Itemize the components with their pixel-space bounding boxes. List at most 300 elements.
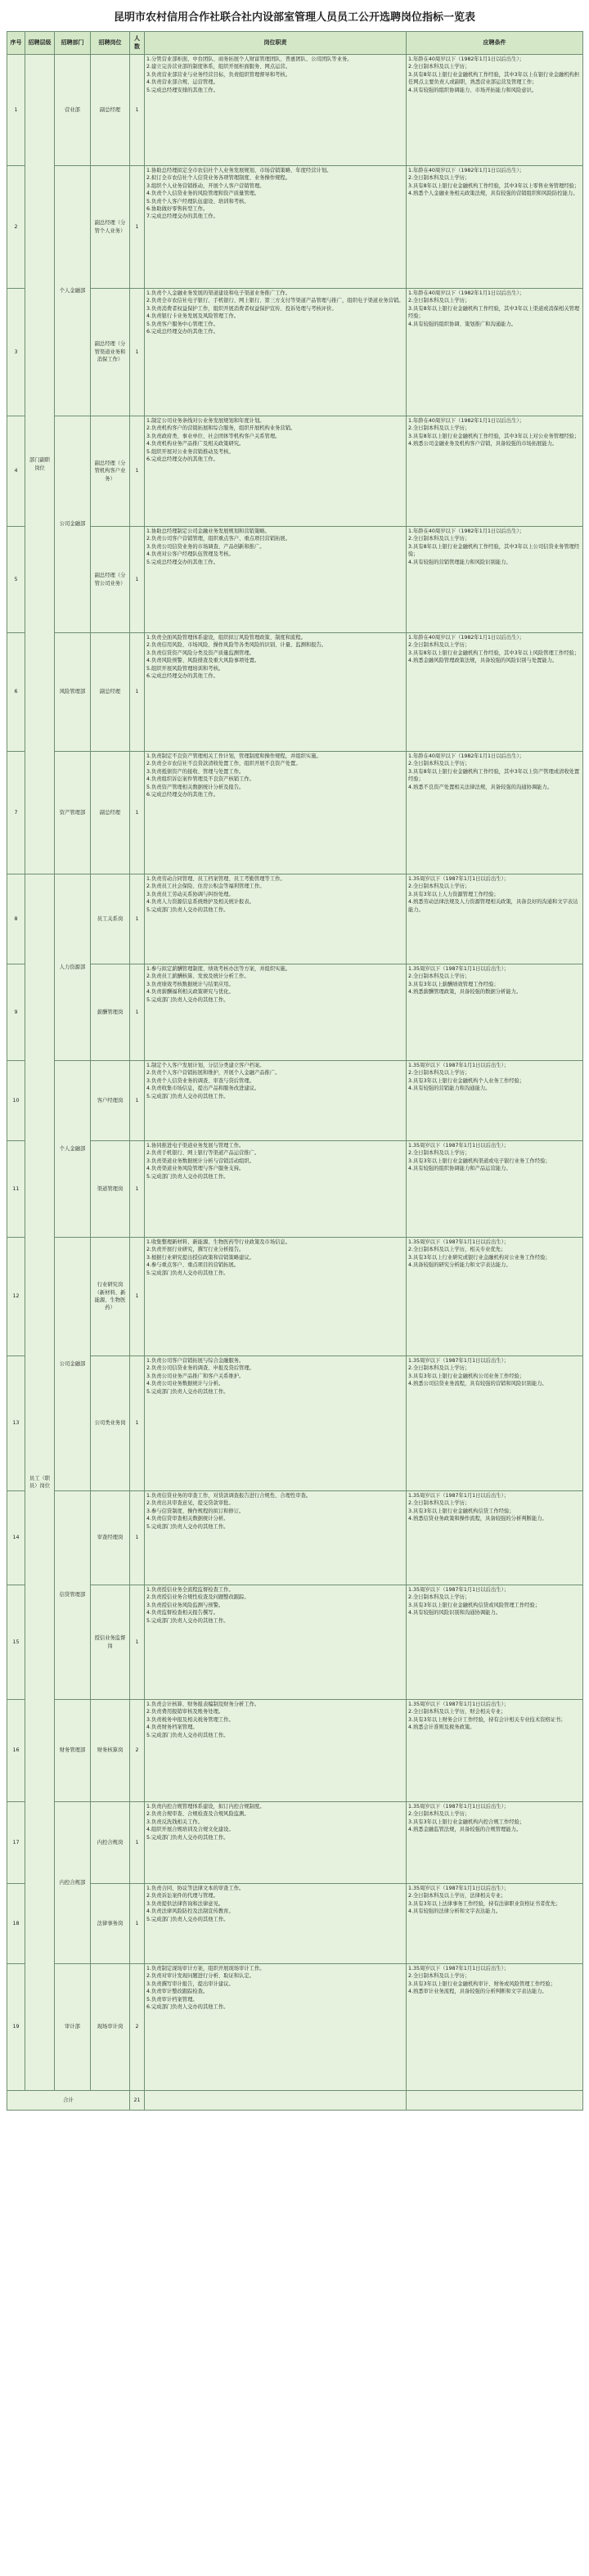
header-cell: 招聘岗位 <box>91 32 130 55</box>
duty-cell <box>145 1356 407 1491</box>
duty-line: 3.组织个人业务营销推动，开展个人客户营销管理。 <box>146 182 265 189</box>
requirement-line: 1.年龄在40周岁以下（1982年1月1日以后出生）； <box>408 290 524 296</box>
duty-line: 4.负责薪酬福利相关政策研究与优化。 <box>146 989 234 996</box>
requirement-line: 2.全日制本科及以上学历； <box>408 1811 470 1818</box>
post-cell: 副总经理（分管机构客户业务） <box>91 416 130 527</box>
requirement-line: 4.熟悉金融监管法规，具备较强的合规管理能力。 <box>408 1827 522 1833</box>
duty-line: 5.完成部门负责人交办的其他工作。 <box>146 1270 229 1276</box>
requirement-cell <box>407 1356 583 1491</box>
page-title: 昆明市农村信用合作社联合社内设部室管理人员员工公开选聘岗位指标一览表 <box>113 11 475 24</box>
post-cell: 副总经理 <box>91 55 130 166</box>
table-row <box>7 527 583 633</box>
table-row <box>7 1964 583 2091</box>
duty-line: 3.负责公司业务产品推广和客户关系维护。 <box>146 1373 245 1379</box>
duty-line: 2.负责信用风险、市场风险、操作风险等各类风险的识别、计量、监测和报告。 <box>146 642 327 649</box>
requirement-line: 1.年龄在40周岁以下（1982年1月1日以后出生）； <box>408 56 524 62</box>
duty-line: 5.完成部门负责人交办的其他工作。 <box>146 1523 229 1530</box>
table-row <box>7 1356 583 1491</box>
requirement-cell <box>407 1061 583 1141</box>
duty-line: 3.负责抵债资产的接收、管理与处置工作。 <box>146 768 245 775</box>
duty-line: 5.完成部门负责人交办的其他工作。 <box>146 1173 229 1180</box>
requirement-line: 3.具有3年以上薪酬绩效管理工作经验； <box>408 981 499 987</box>
requirement-line: 2.全日制本科及以上学历； <box>408 761 470 767</box>
requirement-line: 2.全日制本科及以上学历； <box>408 1365 470 1372</box>
duty-line: 1.参与拟定薪酬管理制度、绩效考核办法等方案，并组织实施。 <box>146 966 291 972</box>
duty-line: 2.负责费用报销审核及账务处理。 <box>146 1709 224 1715</box>
requirement-line: 3.具有3年以上银行业金融机构信贷工作经验； <box>408 1508 515 1514</box>
row-number: 11 <box>7 1141 25 1238</box>
duty-line: 1.协助总经理制定公司金融业务发展规划和营销策略。 <box>146 528 270 534</box>
duty-line: 1.负责公司客户营销拓展与综合金融服务。 <box>146 1358 245 1364</box>
post-cell: 授信业务监督岗 <box>91 1585 130 1700</box>
requirement-line: 2.全日制本科及以上学历； <box>408 1594 470 1601</box>
requirement-line: 3.具有3年以上银行业金融机构审计、财务或风险管理工作经验； <box>408 1980 556 1987</box>
table-row <box>7 416 583 527</box>
requirement-line: 2.全日制本科及以上学历，财会相关专业； <box>408 1709 506 1715</box>
requirement-cell <box>407 527 583 633</box>
duty-line: 5.完成部门负责人交办的其他工作。 <box>146 996 229 1003</box>
requirement-line: 4.熟悉劳动法律法规及人力资源管理相关政策，具备良好的沟通和文字表达能力。 <box>408 899 578 913</box>
duty-line: 5.负责客户服务中心管理工作。 <box>146 321 218 327</box>
count-cell: 1 <box>130 1802 145 1884</box>
requirement-line: 3.具有3年以上银行业金融机构个人业务工作经验； <box>408 1077 525 1084</box>
duty-line: 4.负责银行卡业务发展及风险管理工作。 <box>146 313 240 320</box>
duty-line: 4.负责审计整改跟踪检查。 <box>146 1989 209 1995</box>
requirement-line: 1.35周岁以下（1987年1月1日以后出生）； <box>408 1239 510 1245</box>
dept-cell: 风险管理部 <box>55 633 91 752</box>
header-cell: 招聘层级 <box>25 32 55 55</box>
duty-line: 5.完成总经理交办的其他工作。 <box>146 559 218 565</box>
count-cell: 1 <box>130 289 145 416</box>
duty-line: 7.完成总经理交办的其他工作。 <box>146 214 218 220</box>
count-cell: 1 <box>130 527 145 633</box>
requirement-line: 4.熟悉不良资产处置相关法律法规，具备较强的沟通协调能力。 <box>408 784 553 790</box>
duty-line: 6.完成总经理交办的其他工作。 <box>146 673 218 680</box>
total-row <box>7 2091 583 2111</box>
requirement-cell <box>407 166 583 289</box>
header-cell: 序号 <box>7 32 25 55</box>
requirement-line: 2.全日制本科及以上学历； <box>408 298 470 304</box>
duty-line: 2.负责全市农信社电子银行、手机银行、网上银行、第三方支付等渠道产品管理与推广，组织电子渠道业务营销。 <box>146 298 404 304</box>
requirement-cell <box>407 1491 583 1585</box>
dept-cell: 公司金融部 <box>55 1238 91 1491</box>
duty-line: 2.负责合规审查、合规检查及合规风险监测。 <box>146 1811 250 1818</box>
requirement-line: 4.熟悉金融风险管理政策法规，具备较强的风险识别与处置能力。 <box>408 658 558 664</box>
duty-line: 1.负责制定现场审计方案，组织开展现场审计工作。 <box>146 1966 265 1971</box>
duty-line: 2.负责员工薪酬核算、发放及统计分析工作。 <box>146 973 250 980</box>
duty-line: 4.负责法律风险防控及法制宣传教育。 <box>146 1908 234 1915</box>
requirement-cell <box>407 1964 583 2091</box>
post-cell: 副总经理 <box>91 752 130 874</box>
row-number: 17 <box>7 1802 25 1884</box>
requirement-line: 2.全日制本科及以上学历； <box>408 642 470 649</box>
row-number: 1 <box>7 55 25 166</box>
table-row <box>7 633 583 752</box>
duty-line: 3.负责渠道业务数据统计分析与营销活动组织。 <box>146 1158 254 1164</box>
table-row <box>7 1491 583 1585</box>
duty-line: 5.完成部门负责人交办的其他工作。 <box>146 1093 229 1099</box>
duty-cell <box>145 1964 407 2091</box>
duty-line: 1.收集整理新材料、新能源、生物医药等行业政策及市场信息。 <box>146 1239 291 1245</box>
duty-line: 3.负责绩效考核数据统计与结果应用。 <box>146 981 234 987</box>
requirement-line: 2.全日制本科及以上学历； <box>408 175 470 182</box>
requirement-line: 4.具有较强的组织协调能力、市场开拓能力和风险意识。 <box>408 87 537 93</box>
duty-line: 4.负责营业部合规、运营管理。 <box>146 79 218 86</box>
duty-cell <box>145 874 407 964</box>
requirement-line: 4.熟悉薪酬管理政策，具备较强的数据分析能力。 <box>408 989 522 996</box>
duty-cell <box>145 1491 407 1585</box>
requirement-line: 2.全日制本科及以上学历； <box>408 64 470 70</box>
dept-cell: 个人金融部 <box>55 1061 91 1238</box>
requirement-line: 3.具有3年以上银行业金融机构内控合规工作经验； <box>408 1818 525 1825</box>
duty-line: 4.负责对公客户经理队伍管理及考核。 <box>146 551 234 558</box>
post-cell: 财务核算岗 <box>91 1700 130 1802</box>
dept-cell: 人力资源部 <box>55 874 91 1061</box>
requirement-cell <box>407 1700 583 1802</box>
duty-line: 4.组织开展合规培训及合规文化建设。 <box>146 1827 234 1833</box>
duty-line: 4.负责个人信贷业务的风险管理和资产质量管理。 <box>146 191 260 197</box>
count-cell: 1 <box>130 1061 145 1141</box>
row-number: 2 <box>7 166 25 289</box>
requirement-line: 4.熟悉信贷业务政策和操作流程，具备较强的分析判断能力。 <box>408 1516 547 1522</box>
duty-cell <box>145 1802 407 1884</box>
duty-line: 1.协助总经理拟定全市农信社个人业务发展规划、市场营销策略、年度经营计划。 <box>146 168 332 173</box>
duty-line: 5.负责审计档案管理。 <box>146 1996 198 2003</box>
duty-line: 1.协同推进电子渠道业务发展与管理工作。 <box>146 1143 245 1149</box>
post-cell: 现场审计岗 <box>91 1964 130 2091</box>
requirement-line: 1.35周岁以下（1987年1月1日以后出生）； <box>408 966 510 972</box>
requirement-line: 3.具有8年以上银行业金融机构工作经验，其中3年以上资产管理或清收处置经验； <box>408 768 580 783</box>
duty-line: 4.负责公司业务数据统计与分析。 <box>146 1381 224 1387</box>
duty-cell <box>145 964 407 1061</box>
post-cell: 副总经理 <box>91 633 130 752</box>
requirement-line: 3.具有3年以上银行业金融机构公司业务工作经验； <box>408 1373 525 1379</box>
header-cell: 应聘条件 <box>407 32 583 55</box>
requirement-line: 4.熟悉审计业务流程，具备较强的分析判断和文字表达能力。 <box>408 1989 547 1995</box>
duty-line: 3.负责个人信贷业务的调查、审查与贷后管理。 <box>146 1077 254 1084</box>
row-number: 16 <box>7 1700 25 1802</box>
duty-line: 4.负责组织诉讼案件管理及不良资产核销工作。 <box>146 776 254 783</box>
requirement-cell <box>407 1884 583 1964</box>
count-cell: 1 <box>130 874 145 964</box>
requirement-line: 4.熟悉公司信贷业务流程，具有较强的营销和风险识别能力。 <box>408 1381 547 1387</box>
duty-line: 2.建立完善营业部的制度体系，组织开展柜面服务、网点运营。 <box>146 64 291 70</box>
count-cell: 1 <box>130 752 145 874</box>
duty-cell <box>145 633 407 752</box>
duty-line: 4.负责渠道业务风险管理与客户服务支持。 <box>146 1166 245 1172</box>
duty-line: 5.完成部门负责人交办的其他工作。 <box>146 1388 229 1395</box>
requirement-line: 3.具有8年以上银行业金融机构工作经验，其中3年以上零售业务管理经验； <box>408 182 580 189</box>
requirement-line: 1.35周岁以下（1987年1月1日以后出生）； <box>408 876 510 882</box>
duty-line: 2.负责个人客户营销拓展和维护，开展个人金融产品推广。 <box>146 1070 281 1077</box>
duty-line: 3.负责授信业务风险监测与预警。 <box>146 1602 224 1608</box>
duty-line: 1.负责制定不良资产管理相关工作计划，管理制度和操作规程，并组织实施。 <box>146 753 321 759</box>
requirement-line: 1.年龄在40周岁以下（1982年1月1日以后出生）； <box>408 635 524 641</box>
row-number: 19 <box>7 1964 25 2091</box>
table-row <box>7 55 583 166</box>
requirement-cell <box>407 289 583 416</box>
row-number: 10 <box>7 1061 25 1141</box>
requirement-line: 3.具有8年以上银行业金融机构工作经验，其中3年以上风险管理工作经验； <box>408 650 580 656</box>
duty-line: 3.根据行业研究提出授信政策和营销策略建议。 <box>146 1254 254 1261</box>
count-cell: 1 <box>130 964 145 1061</box>
post-cell: 副总经理（分管个人业务） <box>91 166 130 289</box>
duty-cell <box>145 166 407 289</box>
row-number: 12 <box>7 1238 25 1356</box>
duty-line: 1.制定公司业务条线对公业务发展规划和年度计划。 <box>146 418 265 424</box>
level-cell-managers: 部门副职岗位 <box>25 55 55 874</box>
duty-line: 5.组织开展对公业务营销推动及考核。 <box>146 448 234 455</box>
duty-line: 1.负责内控合规管理体系建设，拟订内控合规制度。 <box>146 1804 265 1809</box>
requirement-cell <box>407 874 583 964</box>
total-count: 21 <box>130 2091 145 2111</box>
duty-line: 2.负责授信业务合规性检查及问题整改跟踪。 <box>146 1594 250 1601</box>
duty-line: 3.负责提供法律咨询和法律意见。 <box>146 1900 224 1907</box>
dept-cell: 财务管理部 <box>55 1700 91 1802</box>
requirement-line: 1.35周岁以下（1987年1月1日以后出生）； <box>408 1702 510 1707</box>
table-row <box>7 1141 583 1238</box>
requirement-cell <box>407 55 583 166</box>
level-cell-staff: 员工（职员）岗位 <box>25 874 55 2091</box>
count-cell: 1 <box>130 1491 145 1585</box>
duty-line: 4.负责机构业务产品推广及相关政策研究。 <box>146 441 245 447</box>
duty-line: 4.负责收集市场信息，提出产品和服务改进建议。 <box>146 1086 260 1092</box>
duty-line: 3.负责反洗钱相关工作。 <box>146 1818 203 1825</box>
post-cell: 副总经理（分管公司业务） <box>91 527 130 633</box>
duty-cell <box>145 1238 407 1356</box>
duty-cell <box>145 416 407 527</box>
requirement-line: 2.全日制本科及以上学历； <box>408 1150 470 1157</box>
requirement-line: 1.35周岁以下（1987年1月1日以后出生）； <box>408 1143 510 1149</box>
requirement-line: 1.年龄在40周岁以下（1982年1月1日以后出生）； <box>408 168 524 173</box>
table-row <box>7 1238 583 1356</box>
dept-cell: 审计部 <box>55 1964 91 2091</box>
duty-line: 3.负责消费者权益保护工作，组织开展消费者权益保护宣传、投诉处理与考核评价。 <box>146 305 337 312</box>
requirement-line: 4.具有较强的营销管理能力和风险识别能力。 <box>408 559 511 565</box>
requirement-line: 1.35周岁以下（1987年1月1日以后出生）； <box>408 1886 510 1891</box>
requirement-cell <box>407 1585 583 1700</box>
requirement-cell <box>407 416 583 527</box>
table-row <box>7 166 583 289</box>
duty-line: 2.负责机构客户的营销拓展和综合服务，组织开展机构业务营销。 <box>146 425 296 432</box>
duty-line: 1.负责会计核算、财务报表编制及财务分析工作。 <box>146 1702 260 1707</box>
duty-line: 4.参与重点客户、重点项目的营销拓展。 <box>146 1262 240 1269</box>
duty-line: 6.协助做好零售转型工作。 <box>146 206 209 213</box>
duty-line: 5.完成部门负责人交办的其他工作。 <box>146 1916 229 1922</box>
duty-line: 5.完成部门负责人交办的其他工作。 <box>146 1834 229 1841</box>
table-row <box>7 1802 583 1884</box>
duty-cell <box>145 1585 407 1700</box>
count-cell: 1 <box>130 416 145 527</box>
duty-line: 2.负责公司客户营销管理，组织重点客户、重点项目营销拓展。 <box>146 536 291 542</box>
requirement-line: 3.具有3年以上法律事务工作经验，持有法律职业资格证书者优先； <box>408 1900 561 1907</box>
row-number: 4 <box>7 416 25 527</box>
total-empty <box>407 2091 583 2111</box>
requirement-line: 3.具有3年以上财务会计工作经验，持有会计相关专业技术资格证书； <box>408 1716 566 1723</box>
count-cell: 2 <box>130 1700 145 1802</box>
header-cell: 人数 <box>130 32 145 55</box>
row-number: 14 <box>7 1491 25 1585</box>
requirement-line: 3.具有8年以上银行业金融机构工作经验，其中3年以上对公业务管理经验； <box>408 433 580 439</box>
requirement-line: 1.35周岁以下（1987年1月1日以后出生）； <box>408 1358 510 1364</box>
duty-line: 3.负责信贷资产风险分类及资产质量监测管理。 <box>146 650 254 656</box>
duty-line: 2.负责手机银行、网上银行等渠道产品运营推广。 <box>146 1150 260 1157</box>
duty-line: 6.完成部门负责人交办的其他工作。 <box>146 2004 229 2011</box>
duty-line: 4.负责风险预警、风险排查及重大风险事项处置。 <box>146 658 260 664</box>
table-row <box>7 1061 583 1141</box>
duty-line: 3.负责撰写审计报告，提出审计建议。 <box>146 1980 234 1987</box>
requirement-line: 4.具有较强的组织协调、策划推广和沟通能力。 <box>408 321 516 327</box>
total-empty <box>145 2091 407 2111</box>
requirement-line: 3.具有8年以上银行业金融机构工作经验，其中3年以上在银行业金融机构担任网点主要负责人或副职，熟悉营业部运营及管理工作； <box>408 71 580 86</box>
row-number: 7 <box>7 752 25 874</box>
duty-line: 4.负责监督检查相关报告撰写。 <box>146 1610 218 1616</box>
duty-line: 1.负责全面风险管理体系建设，组织拟订风险管理政策、制度和流程。 <box>146 635 306 641</box>
duty-line: 2.拟订全市农信社个人信贷业务各项管理制度、业务操作规程。 <box>146 175 291 182</box>
count-cell: 2 <box>130 1964 145 2091</box>
table-row <box>7 1884 583 1964</box>
requirement-line: 1.年龄在40周岁以下（1982年1月1日以后出生）； <box>408 418 524 424</box>
row-number: 5 <box>7 527 25 633</box>
requirement-line: 2.全日制本科及以上学历； <box>408 425 470 432</box>
duty-line: 3.负责营业部营业与业务经营目标，负责组织管理督导和考核。 <box>146 71 291 78</box>
requirement-line: 4.具有较强的法律分析和文字表达能力。 <box>408 1908 501 1915</box>
duty-cell <box>145 1884 407 1964</box>
requirement-line: 3.具有8年以上银行业金融机构工作经验，其中3年以上公司信贷业务管理经验； <box>408 543 580 558</box>
duty-line: 3.参与信贷制度、操作规程的拟订和修订。 <box>146 1508 245 1514</box>
requirement-cell <box>407 1141 583 1238</box>
duty-cell <box>145 1141 407 1238</box>
duty-line: 4.负责人力资源信息系统维护及相关统计报表。 <box>146 899 254 906</box>
row-number: 8 <box>7 874 25 964</box>
row-number: 6 <box>7 633 25 752</box>
duty-line: 5.负责个人客户经理队伍建设、培训和考核。 <box>146 198 250 205</box>
requirement-cell <box>407 752 583 874</box>
requirement-line: 2.全日制本科及以上学历，相关专业优先； <box>408 1247 506 1253</box>
duty-line: 4.负责财务档案管理。 <box>146 1724 198 1731</box>
row-number: 13 <box>7 1356 25 1491</box>
duty-line: 6.完成总经理交办的其他工作。 <box>146 792 218 798</box>
duty-line: 3.负责政府类、事业单位、社会团体等机构客户关系管理。 <box>146 433 281 439</box>
table-row <box>7 289 583 416</box>
duty-cell <box>145 55 407 166</box>
duty-line: 5.完成总经理安排的其他工作。 <box>146 87 218 93</box>
duty-line: 4.负责信贷审查相关数据统计分析。 <box>146 1516 229 1522</box>
requirement-cell <box>407 1802 583 1884</box>
duty-line: 5.完成部门负责人交办的其他工作。 <box>146 906 229 913</box>
requirement-line: 3.具有8年以上银行业金融机构工作经验，其中3年以上渠道或消保相关管理经验； <box>408 305 580 320</box>
requirement-line: 1.35周岁以下（1987年1月1日以后出生）； <box>408 1063 510 1068</box>
requirement-line: 1.35周岁以下（1987年1月1日以后出生）； <box>408 1493 510 1499</box>
duty-line: 1.负责授信业务全流程监督检查工作。 <box>146 1587 234 1593</box>
requirement-line: 1.年龄在40周岁以下（1982年1月1日以后出生）； <box>408 753 524 759</box>
requirement-line: 2.全日制本科及以上学历； <box>408 883 470 890</box>
header-cell: 招聘部门 <box>55 32 91 55</box>
count-cell: 1 <box>130 166 145 289</box>
duty-line: 2.负责对审计发现问题进行分析、取证和认定。 <box>146 1973 254 1980</box>
requirement-line: 4.熟悉个人金融业务相关政策法规，具有较强的营销组织和风险防控能力。 <box>408 191 578 197</box>
post-cell: 内控合规岗 <box>91 1802 130 1884</box>
duty-line: 1.制定个人客户发展计划，分层分类建立客户档案。 <box>146 1063 265 1068</box>
row-number: 9 <box>7 964 25 1061</box>
row-number: 18 <box>7 1884 25 1964</box>
dept-cell: 个人金融部 <box>55 166 91 416</box>
duty-line: 2.负责全市农信社不良贷款清收处置工作，组织开展不良资产处置。 <box>146 761 301 767</box>
recruitment-table <box>7 31 583 2111</box>
duty-cell <box>145 752 407 874</box>
duty-cell <box>145 289 407 416</box>
requirement-line: 4.熟悉公司金融业务及机构客户营销，具备较强的市场拓展能力。 <box>408 441 558 447</box>
requirement-cell <box>407 964 583 1061</box>
count-cell: 1 <box>130 55 145 166</box>
duty-line: 1.负责劳动合同管理、员工档案管理、员工考勤管理等工作。 <box>146 876 286 882</box>
duty-line: 2.负责员工社会保险、住房公积金等福利管理工作。 <box>146 883 265 890</box>
requirement-line: 3.具有3年以上银行业金融机构信贷或风险管理工作经验； <box>408 1602 541 1608</box>
table-row <box>7 874 583 964</box>
requirement-line: 4.熟悉会计准则及税务政策。 <box>408 1724 475 1731</box>
count-cell: 1 <box>130 1238 145 1356</box>
duty-line: 3.负责税务申报及相关税务管理工作。 <box>146 1716 234 1723</box>
requirement-line: 3.具有3年以上人力资源管理工作经验； <box>408 891 499 897</box>
requirement-line: 4.具有较强的风险识别和沟通协调能力。 <box>408 1610 501 1616</box>
duty-cell <box>145 527 407 633</box>
table-row <box>7 964 583 1061</box>
requirement-line: 4.具有较强的组织协调能力和产品运营能力。 <box>408 1166 511 1172</box>
table-row <box>7 752 583 874</box>
duty-line: 2.负责开展行业研究，撰写行业分析报告。 <box>146 1247 245 1253</box>
count-cell: 1 <box>130 1141 145 1238</box>
header-row <box>7 32 583 55</box>
dept-cell: 资产管理部 <box>55 752 91 874</box>
count-cell: 1 <box>130 633 145 752</box>
table-row <box>7 1585 583 1700</box>
post-cell: 审查经理岗 <box>91 1491 130 1585</box>
requirement-line: 3.具有3年以上行业研究或银行业金融机构对公业务工作经验； <box>408 1254 551 1261</box>
requirement-line: 2.全日制本科及以上学历； <box>408 973 470 980</box>
dept-cell: 内控合规部 <box>55 1802 91 1964</box>
post-cell: 法律事务岗 <box>91 1884 130 1964</box>
requirement-line: 1.年龄在40周岁以下（1982年1月1日以后出生）； <box>408 528 524 534</box>
requirement-line: 1.35周岁以下（1987年1月1日以后出生）； <box>408 1804 510 1809</box>
duty-line: 6.完成总经理交办的其他工作。 <box>146 329 218 335</box>
requirement-line: 3.具有3年以上银行业金融机构渠道或电子银行业务工作经验； <box>408 1158 551 1164</box>
requirement-line: 2.全日制本科及以上学历； <box>408 1500 470 1507</box>
duty-line: 5.组织开展风险管理培训和考核。 <box>146 665 224 672</box>
row-number: 3 <box>7 289 25 416</box>
total-label: 合计 <box>7 2091 130 2111</box>
duty-cell <box>145 1700 407 1802</box>
requirement-line: 4.具备较强的研究分析能力和文字表达能力。 <box>408 1262 511 1269</box>
duty-line: 2.负责公司信贷业务的调查、申报及贷后管理。 <box>146 1365 254 1372</box>
duty-line: 1.负责信贷业务的审查工作，对贷款调查报告进行合规性、合理性审查。 <box>146 1493 312 1499</box>
duty-line: 6.完成总经理交办的其他工作。 <box>146 456 218 463</box>
duty-line: 3.负责公司信贷业务的市场调查、产品创新和推广。 <box>146 543 265 550</box>
post-cell: 行业研究岗（新材料、新能源、生物医药） <box>91 1238 130 1356</box>
duty-line: 1.负责个人金融业务发展的渠道建设和电子渠道业务推广工作。 <box>146 290 291 296</box>
duty-line: 5.负责资产管理相关数据统计分析及报告。 <box>146 784 245 790</box>
post-cell: 公司类业务岗 <box>91 1356 130 1491</box>
requirement-cell <box>407 1238 583 1356</box>
duty-cell <box>145 1061 407 1141</box>
post-cell: 客户经理岗 <box>91 1061 130 1141</box>
dept-cell: 信贷管理部 <box>55 1491 91 1700</box>
post-cell: 副总经理（分管渠道业务和消保工作） <box>91 289 130 416</box>
dept-cell: 营业部 <box>55 55 91 166</box>
requirement-line: 1.35周岁以下（1987年1月1日以后出生）； <box>408 1587 510 1593</box>
duty-line: 1.分管营业部柜面、中台团队、商务拓展个人财富管理团队、普惠团队、公司团队等业务。 <box>146 56 353 62</box>
duty-line: 1.负责合同、协议等法律文本的审查工作。 <box>146 1886 245 1891</box>
requirement-line: 2.全日制本科及以上学历，法律相关专业； <box>408 1893 506 1899</box>
